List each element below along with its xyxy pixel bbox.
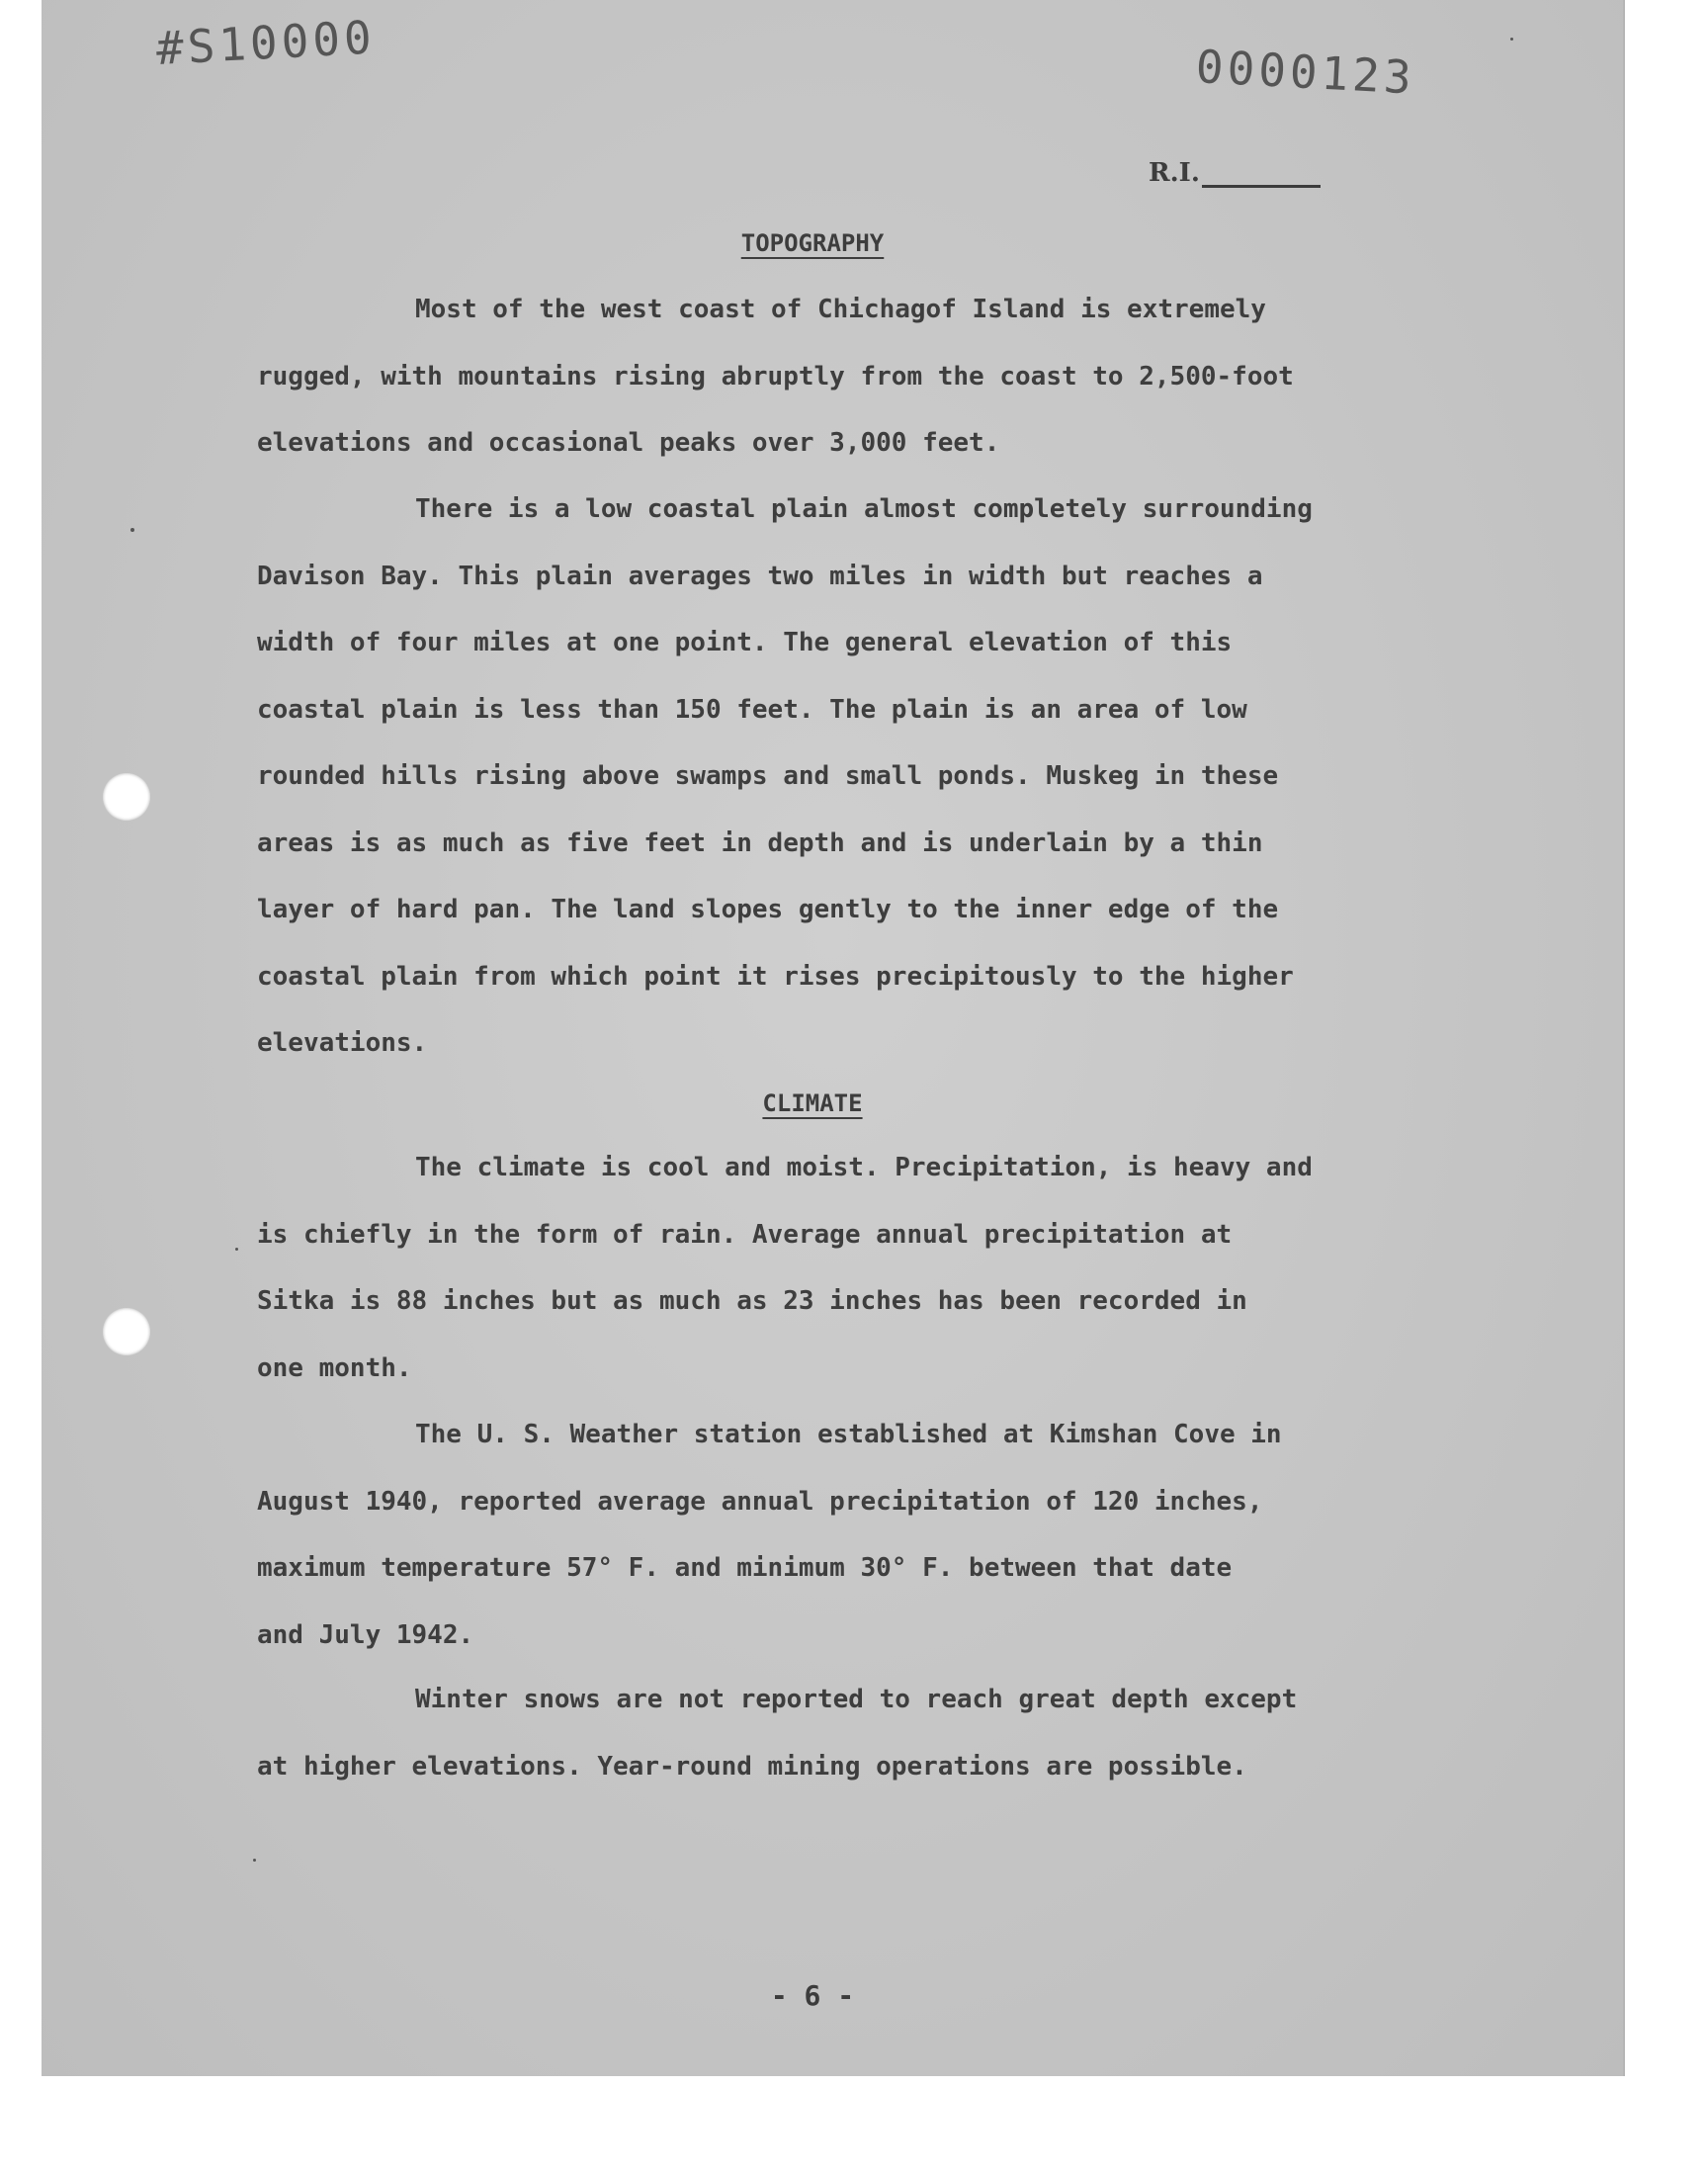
paragraph-climate-3: Winter snows are not reported to reach great depth except at higher elevations. Year-round mining operations are possible. bbox=[257, 1685, 1298, 1782]
ri-label: R.I. bbox=[1149, 158, 1200, 188]
scan-speck bbox=[1510, 38, 1513, 41]
punch-hole-lower bbox=[103, 1308, 150, 1355]
scan-speck bbox=[253, 1859, 256, 1862]
section-heading-topography: TOPOGRAPHY bbox=[740, 229, 885, 257]
paragraph-climate-2: The U. S. Weather station established at Kimshan Cove in August 1940, reported average annual precipitation of 120 inches, maximum temperature 57° F. and minimum 30° F. between that date and July 1942. bbox=[257, 1420, 1282, 1650]
paragraph-topography-1: Most of the west coast of Chichagof Island is extremely rugged, with mountains rising abruptly from the coast to 2,500-foot elevations and occasional peaks over 3,000 feet. bbox=[257, 295, 1294, 458]
paragraph-climate-1: The climate is cool and moist. Precipitation, is heavy and is chiefly in the form of rain. Average annual precipitation at Sitka is 88 inches but as much as 23 inches has been recorded in one month. bbox=[257, 1153, 1313, 1383]
ri-blank-line bbox=[1202, 184, 1321, 188]
paragraph-topography-2: There is a low coastal plain almost completely surrounding Davison Bay. This plain averages two miles in width but reaches a width of four miles at one point. The general elevation of this coastal plain is less than 150 feet. The plain is an area of low rounded hills rising above swamps and small ponds. Muskeg in these areas is as much as five feet in depth and is underlain by a thin layer of hard pan. The land slopes gently to the inner edge of the coastal plain from which point it rises precipitously to the higher elevations. bbox=[257, 494, 1313, 1058]
scan-speck bbox=[130, 528, 134, 532]
ri-field bbox=[1149, 158, 1321, 188]
section-heading-climate: CLIMATE bbox=[762, 1089, 863, 1117]
punch-hole-upper bbox=[103, 773, 150, 821]
page-number: - 6 - bbox=[770, 1979, 855, 2012]
scan-speck bbox=[235, 1248, 238, 1251]
document-stamp-left: #S10000 bbox=[154, 10, 377, 75]
document-stamp-right: 0000123 bbox=[1194, 40, 1416, 105]
